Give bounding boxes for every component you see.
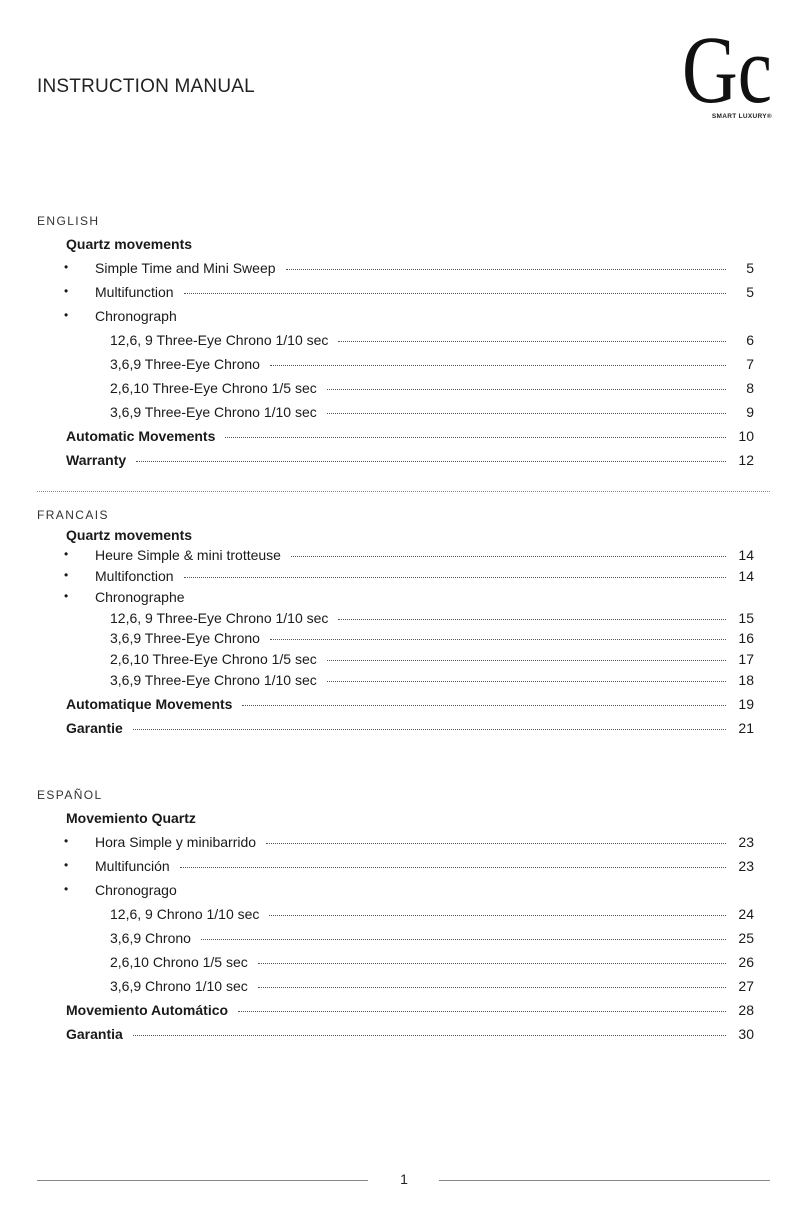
toc-entry[interactable]: [0, 589, 808, 609]
toc-entry-label: 3,6,9 Three-Eye Chrono: [110, 356, 260, 372]
toc-entry-page: 19: [738, 696, 754, 712]
gc-logo-icon: [680, 20, 776, 112]
toc-entry[interactable]: [0, 651, 808, 671]
toc-entry[interactable]: [0, 906, 808, 926]
toc-entry[interactable]: [0, 308, 808, 328]
bullet-icon: •: [64, 858, 69, 872]
toc-entry[interactable]: [0, 696, 808, 716]
toc-entry[interactable]: [0, 380, 808, 400]
toc-entry-page: 5: [746, 284, 754, 300]
toc-entry-label: Chronograph: [95, 308, 177, 324]
footer-rule-left: [37, 1180, 368, 1181]
dot-leader: [327, 660, 726, 661]
dot-leader: [327, 389, 726, 390]
logo-tagline: SMART LUXURY®: [711, 113, 772, 120]
toc-entry-page: 23: [738, 858, 754, 874]
toc-entry-label: Movemiento Quartz: [66, 810, 196, 826]
toc-entry-label: Multifonction: [95, 568, 174, 584]
toc-entry[interactable]: [0, 1002, 808, 1022]
dot-leader: [266, 843, 726, 844]
toc-entry-label: Movemiento Automático: [66, 1002, 229, 1018]
dot-leader: [327, 681, 726, 682]
dot-leader: [338, 619, 726, 620]
toc-entry-page: 30: [738, 1026, 754, 1042]
dot-leader: [133, 1035, 726, 1036]
dot-leader: [269, 915, 726, 916]
section-language-heading: ESPAÑOL: [37, 788, 103, 802]
dot-leader: [338, 341, 726, 342]
section-language-heading: FRANCAIS: [37, 508, 109, 522]
toc-entry-label: Quartz movements: [66, 236, 193, 252]
toc-entry[interactable]: [0, 954, 808, 974]
bullet-icon: •: [64, 284, 69, 298]
dot-leader: [286, 269, 726, 270]
toc-entry-label: Garantia: [66, 1026, 123, 1042]
toc-entry-label: Garantie: [66, 720, 123, 736]
toc-entry-label: 2,6,10 Three-Eye Chrono 1/5 sec: [110, 651, 317, 667]
toc-entry-page: 24: [738, 906, 754, 922]
dot-leader: [242, 705, 726, 706]
page-title: INSTRUCTION MANUAL: [37, 76, 255, 97]
dot-leader: [184, 577, 726, 578]
toc-entry-page: 6: [746, 332, 754, 348]
dot-leader: [270, 365, 726, 366]
toc-entry-label: 3,6,9 Three-Eye Chrono 1/10 sec: [110, 404, 317, 420]
toc-entry[interactable]: [0, 260, 808, 280]
bullet-icon: •: [64, 260, 69, 274]
toc-entry[interactable]: [0, 428, 808, 448]
toc-entry[interactable]: [0, 332, 808, 352]
toc-entry-page: 7: [746, 356, 754, 372]
dot-leader: [180, 867, 726, 868]
toc-entry[interactable]: [0, 858, 808, 878]
toc-entry[interactable]: [0, 720, 808, 740]
toc-entry-page: 5: [746, 260, 754, 276]
bullet-icon: •: [64, 589, 69, 603]
dot-leader: [136, 461, 726, 462]
toc-entry-page: 28: [738, 1002, 754, 1018]
toc-entry-label: 3,6,9 Chrono 1/10 sec: [110, 978, 248, 994]
bullet-icon: •: [64, 547, 69, 561]
toc-entry-page: 16: [738, 630, 754, 646]
dot-leader: [201, 939, 726, 940]
toc-entry-label: 3,6,9 Chrono: [110, 930, 191, 946]
toc-entry-page: 27: [738, 978, 754, 994]
toc-entry[interactable]: [0, 356, 808, 376]
dot-leader: [291, 556, 726, 557]
footer-rule-right: [439, 1180, 770, 1181]
toc-entry-page: 14: [738, 568, 754, 584]
toc-entry-label: Automatique Movements: [66, 696, 233, 712]
toc-entry[interactable]: [0, 610, 808, 630]
toc-entry-label: Hora Simple y minibarrido: [95, 834, 257, 850]
toc-entry[interactable]: [0, 547, 808, 567]
toc-entry-page: 8: [746, 380, 754, 396]
toc-entry-page: 21: [738, 720, 754, 736]
toc-entry[interactable]: [0, 834, 808, 854]
dot-leader: [238, 1011, 726, 1012]
toc-entry-label: 12,6, 9 Three-Eye Chrono 1/10 sec: [110, 610, 329, 626]
bullet-icon: •: [64, 882, 69, 896]
toc-entry[interactable]: [0, 527, 808, 547]
toc-entry-page: 26: [738, 954, 754, 970]
bullet-icon: •: [64, 308, 69, 322]
toc-entry-page: 12: [738, 452, 754, 468]
toc-entry-label: Multifunction: [95, 284, 174, 300]
section-language-heading: ENGLISH: [37, 214, 100, 228]
toc-entry-label: 3,6,9 Three-Eye Chrono 1/10 sec: [110, 672, 317, 688]
toc-entry-page: 18: [738, 672, 754, 688]
toc-entry-label: Quartz movements: [66, 527, 193, 543]
dot-leader: [270, 639, 726, 640]
toc-entry[interactable]: [0, 1026, 808, 1046]
toc-entry[interactable]: [0, 452, 808, 472]
toc-entry-label: Simple Time and Mini Sweep: [95, 260, 276, 276]
bullet-icon: •: [64, 568, 69, 582]
toc-entry[interactable]: [0, 930, 808, 950]
toc-entry-label: 12,6, 9 Chrono 1/10 sec: [110, 906, 260, 922]
logo-text: Gc: [682, 20, 772, 112]
toc-entry-label: 2,6,10 Three-Eye Chrono 1/5 sec: [110, 380, 317, 396]
dot-leader: [258, 963, 726, 964]
toc-entry-page: 14: [738, 547, 754, 563]
section-divider: [37, 491, 770, 492]
toc-entry-label: Automatic Movements: [66, 428, 216, 444]
toc-entry-label: 3,6,9 Three-Eye Chrono: [110, 630, 260, 646]
dot-leader: [327, 413, 726, 414]
toc-entry[interactable]: [0, 630, 808, 650]
toc-entry[interactable]: [0, 568, 808, 588]
toc-entry-label: 2,6,10 Chrono 1/5 sec: [110, 954, 248, 970]
toc-entry[interactable]: [0, 404, 808, 424]
toc-entry-label: Chronogrago: [95, 882, 177, 898]
toc-entry-label: Heure Simple & mini trotteuse: [95, 547, 281, 563]
toc-entry-label: Warranty: [66, 452, 127, 468]
toc-entry-label: 12,6, 9 Three-Eye Chrono 1/10 sec: [110, 332, 329, 348]
brand-logo: [680, 20, 776, 126]
toc-entry[interactable]: [0, 672, 808, 692]
toc-entry-page: 10: [738, 428, 754, 444]
toc-entry[interactable]: [0, 882, 808, 902]
dot-leader: [258, 987, 726, 988]
dot-leader: [225, 437, 726, 438]
toc-entry-page: 17: [738, 651, 754, 667]
dot-leader: [184, 293, 726, 294]
toc-entry[interactable]: [0, 810, 808, 830]
toc-entry-label: Multifunción: [95, 858, 170, 874]
toc-entry-page: 15: [738, 610, 754, 626]
dot-leader: [133, 729, 726, 730]
toc-entry-page: 25: [738, 930, 754, 946]
page-number: 1: [400, 1171, 408, 1187]
toc-entry[interactable]: [0, 236, 808, 256]
toc-entry[interactable]: [0, 284, 808, 304]
toc-entry-page: 23: [738, 834, 754, 850]
toc-entry[interactable]: [0, 978, 808, 998]
toc-entry-label: Chronographe: [95, 589, 185, 605]
toc-entry-page: 9: [746, 404, 754, 420]
bullet-icon: •: [64, 834, 69, 848]
